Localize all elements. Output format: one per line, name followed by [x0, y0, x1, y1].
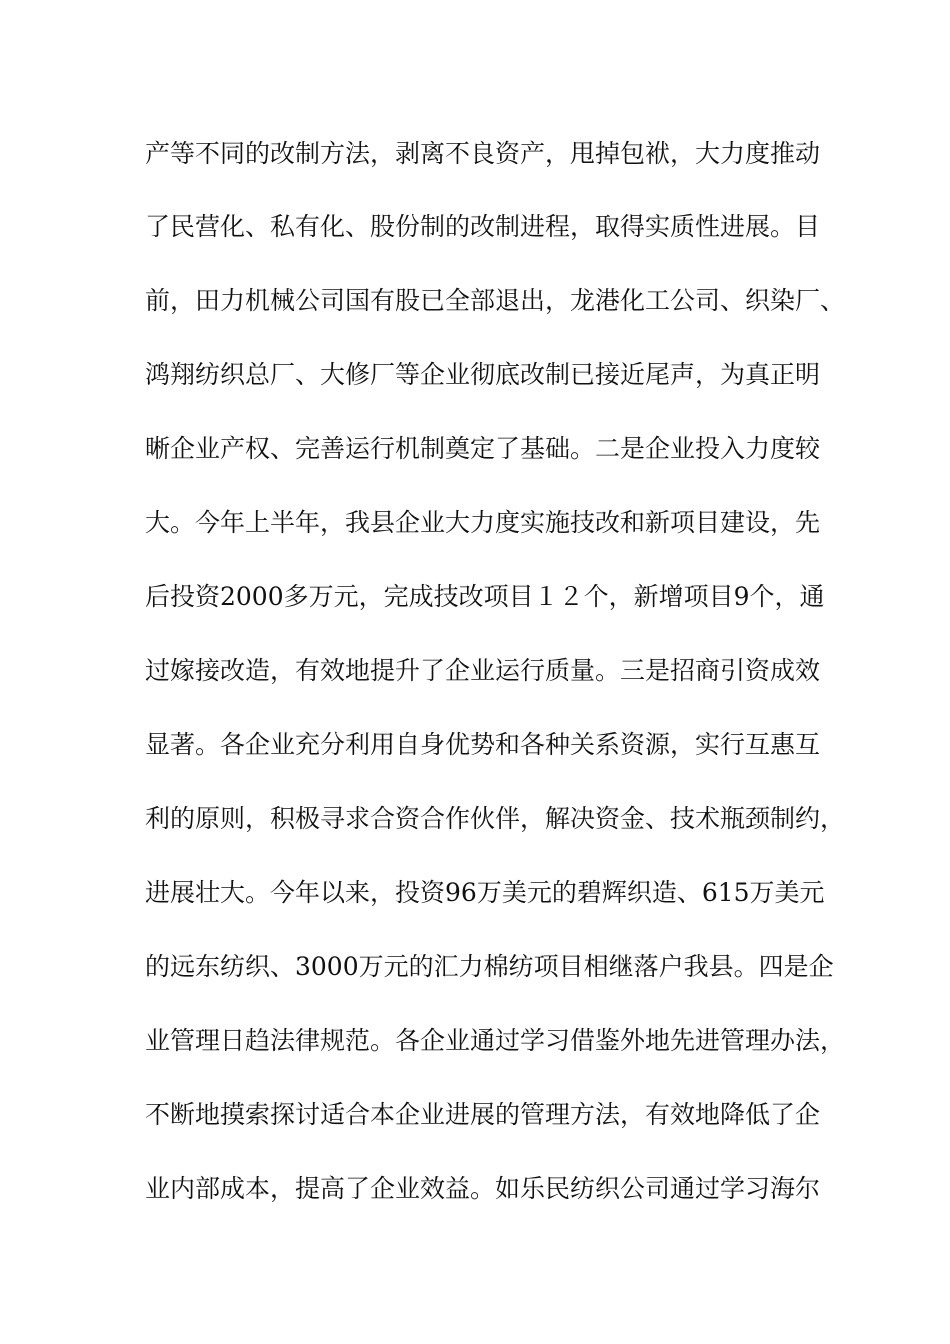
text-line: 了民营化、私有化、股份制的改制进程，取得实质性进展。目 — [145, 212, 821, 241]
text-line: 不断地摸索探讨适合本企业进展的管理方法，有效地降低了企 — [145, 1100, 821, 1129]
text-line: 晰企业产权、完善运行机制奠定了基础。二是企业投入力度较 — [145, 434, 821, 463]
text-line: 过嫁接改造，有效地提升了企业运行质量。三是招商引资成效 — [145, 656, 821, 685]
text-line: 进展壮大。今年以来，投资96万美元的碧辉织造、615万美元 — [145, 878, 825, 907]
text-line: 业管理日趋法律规范。各企业通过学习借鉴外地先进管理办法， — [145, 1026, 846, 1055]
text-line: 大。今年上半年，我县企业大力度实施技改和新项目建设，先 — [145, 508, 821, 537]
text-line: 产等不同的改制方法，剥离不良资产，甩掉包袱，大力度推动 — [145, 139, 821, 168]
text-line: 业内部成本，提高了企业效益。如乐民纺织公司通过学习海尔 — [145, 1174, 821, 1203]
text-line: 后投资2000多万元，完成技改项目１２个，新增项目9个，通 — [145, 582, 825, 611]
text-line: 前，田力机械公司国有股已全部退出，龙港化工公司、织染厂、 — [145, 286, 846, 315]
text-line: 利的原则，积极寻求合资合作伙伴，解决资金、技术瓶颈制约， — [145, 804, 846, 833]
text-line: 的远东纺织、3000万元的汇力棉纺项目相继落户我县。四是企 — [145, 952, 834, 981]
text-line: 鸿翔纺织总厂、大修厂等企业彻底改制已接近尾声，为真正明 — [145, 360, 821, 389]
text-line: 显著。各企业充分利用自身优势和各种关系资源，实行互惠互 — [145, 730, 821, 759]
